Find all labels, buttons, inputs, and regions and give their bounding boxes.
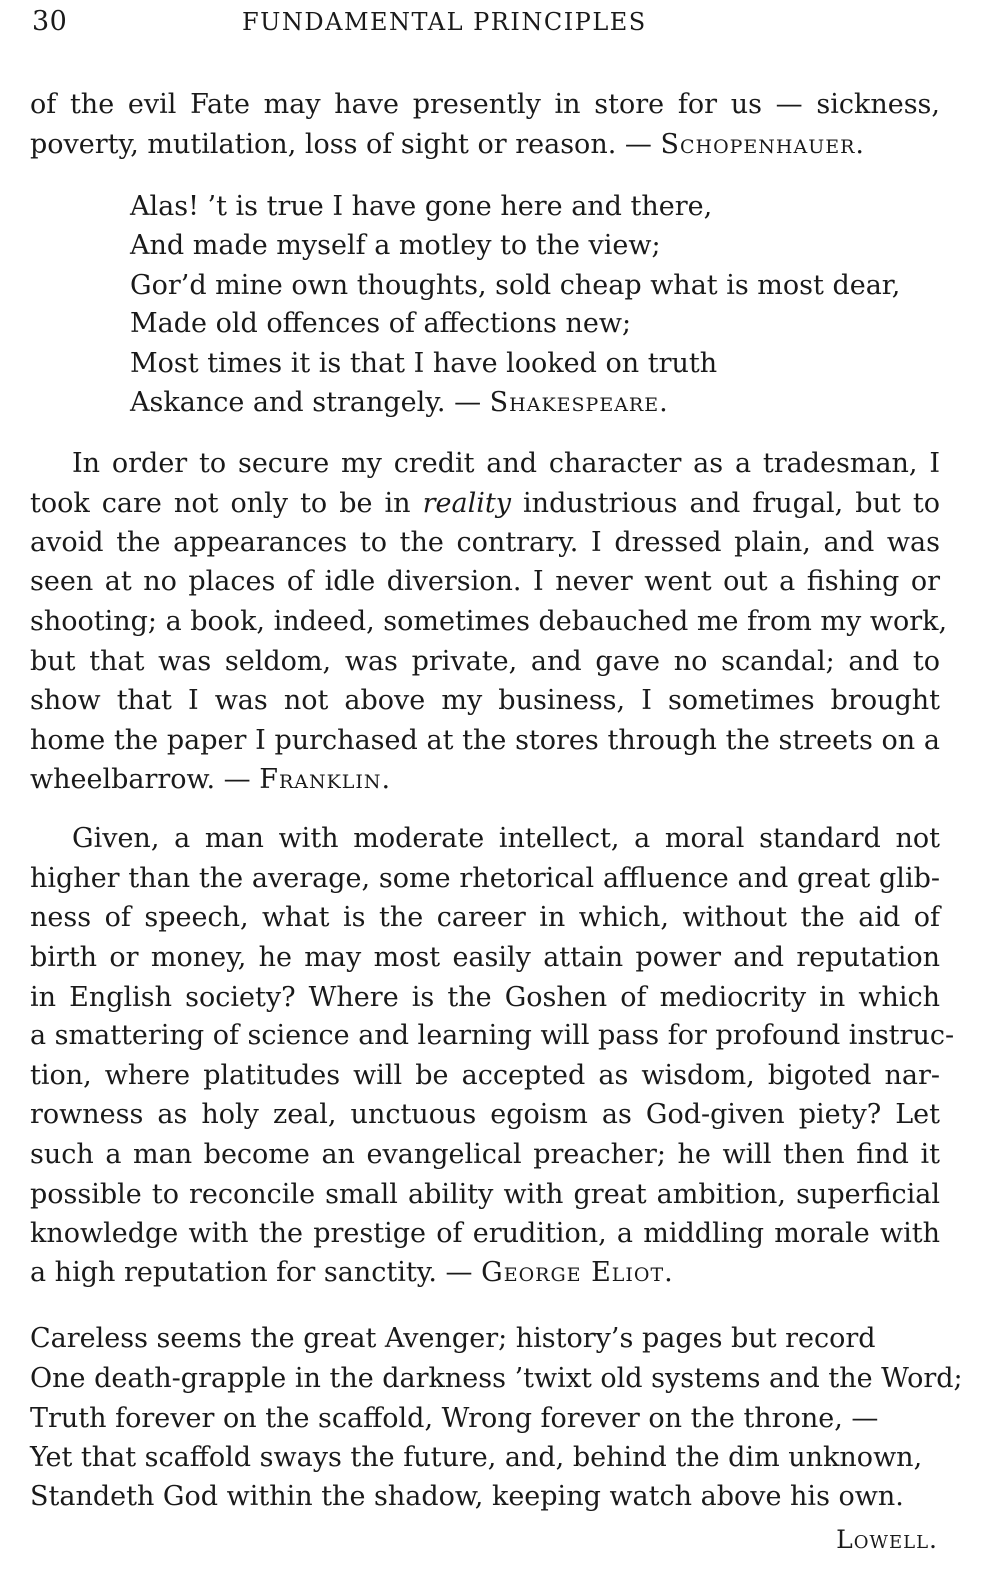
text-line: wheelbarrow. — Franklin. (30, 764, 392, 795)
verse-line: Gor’d mine own thoughts, sold cheap what is most dear, (130, 270, 901, 301)
verse-line: Standeth God within the shadow, keeping watch above his own. (30, 1481, 904, 1512)
verse-line: One death-grapple in the darkness ’twixt old systems and the Word; (30, 1363, 963, 1394)
text-line: shooting; a book, indeed, sometimes debauched me from my work, (30, 606, 948, 637)
text-line: rowness as holy zeal, unctuous egoism as God-given piety? Let (30, 1099, 940, 1130)
text-line: poverty, mutilation, loss of sight or reason. — Schopenhauer. (30, 129, 865, 160)
text-line: such a man become an evangelical preacher; he will then find it (30, 1139, 940, 1170)
text-line: possible to reconcile small ability with great ambition, superficial (30, 1179, 940, 1210)
text-line: ness of speech, what is the career in which, without the aid of (30, 902, 940, 933)
text-line: In order to secure my credit and character as a tradesman, I (72, 448, 940, 479)
text-line: Given, a man with moderate intellect, a moral standard not (72, 823, 940, 854)
text-line: home the paper I purchased at the stores through the streets on a (30, 725, 940, 756)
text-line: show that I was not above my business, I sometimes brought (30, 685, 940, 716)
text-line: a high reputation for sanctity. — George Eliot. (30, 1257, 674, 1288)
text-line: took care not only to be in reality industrious and frugal, but to (30, 488, 940, 519)
author-attribution: Shakespeare. (489, 387, 669, 418)
text-line: in English society? Where is the Goshen of mediocrity in which (30, 982, 940, 1013)
running-head: FUNDAMENTAL PRINCIPLES (242, 8, 647, 36)
verse-line: Made old offences of affections new; (130, 308, 632, 339)
text-line: tion, where platitudes will be accepted as wisdom, bigoted nar- (30, 1060, 940, 1091)
text-line: birth or money, he may most easily attain power and reputation (30, 942, 940, 973)
author-attribution: George Eliot. (481, 1257, 674, 1288)
page-number: 30 (32, 6, 68, 37)
verse-line: Alas! ’t is true I have gone here and there, (130, 191, 713, 222)
author-attribution: Lowell. (836, 1525, 938, 1554)
verse-line: Careless seems the great Avenger; history’s pages but record (30, 1323, 876, 1354)
text-line: higher than the average, some rhetorical affluence and great glib- (30, 863, 940, 894)
verse-line: Truth forever on the scaffold, Wrong forever on the throne, — (30, 1403, 879, 1434)
text-line: a smattering of science and learning will pass for profound instruc- (30, 1020, 955, 1051)
verse-line: Yet that scaffold sways the future, and, behind the dim unknown, (30, 1442, 923, 1473)
verse-line: Askance and strangely. — Shakespeare. (130, 387, 669, 418)
text-line: avoid the appearances to the contrary. I dressed plain, and was (30, 527, 940, 558)
author-attribution: Franklin. (259, 764, 392, 795)
text-line: but that was seldom, was private, and gave no scandal; and to (30, 646, 940, 677)
verse-line: Most times it is that I have looked on truth (130, 348, 718, 379)
italic-word: reality (422, 488, 511, 519)
author-attribution: Schopenhauer. (660, 129, 865, 160)
text-line: seen at no places of idle diversion. I never went out a fishing or (30, 566, 940, 597)
text-line: of the evil Fate may have presently in store for us — sickness, (30, 89, 940, 120)
verse-line: And made myself a motley to the view; (130, 230, 661, 261)
page-header (32, 6, 970, 46)
text-line: knowledge with the prestige of erudition, a middling morale with (30, 1218, 940, 1249)
